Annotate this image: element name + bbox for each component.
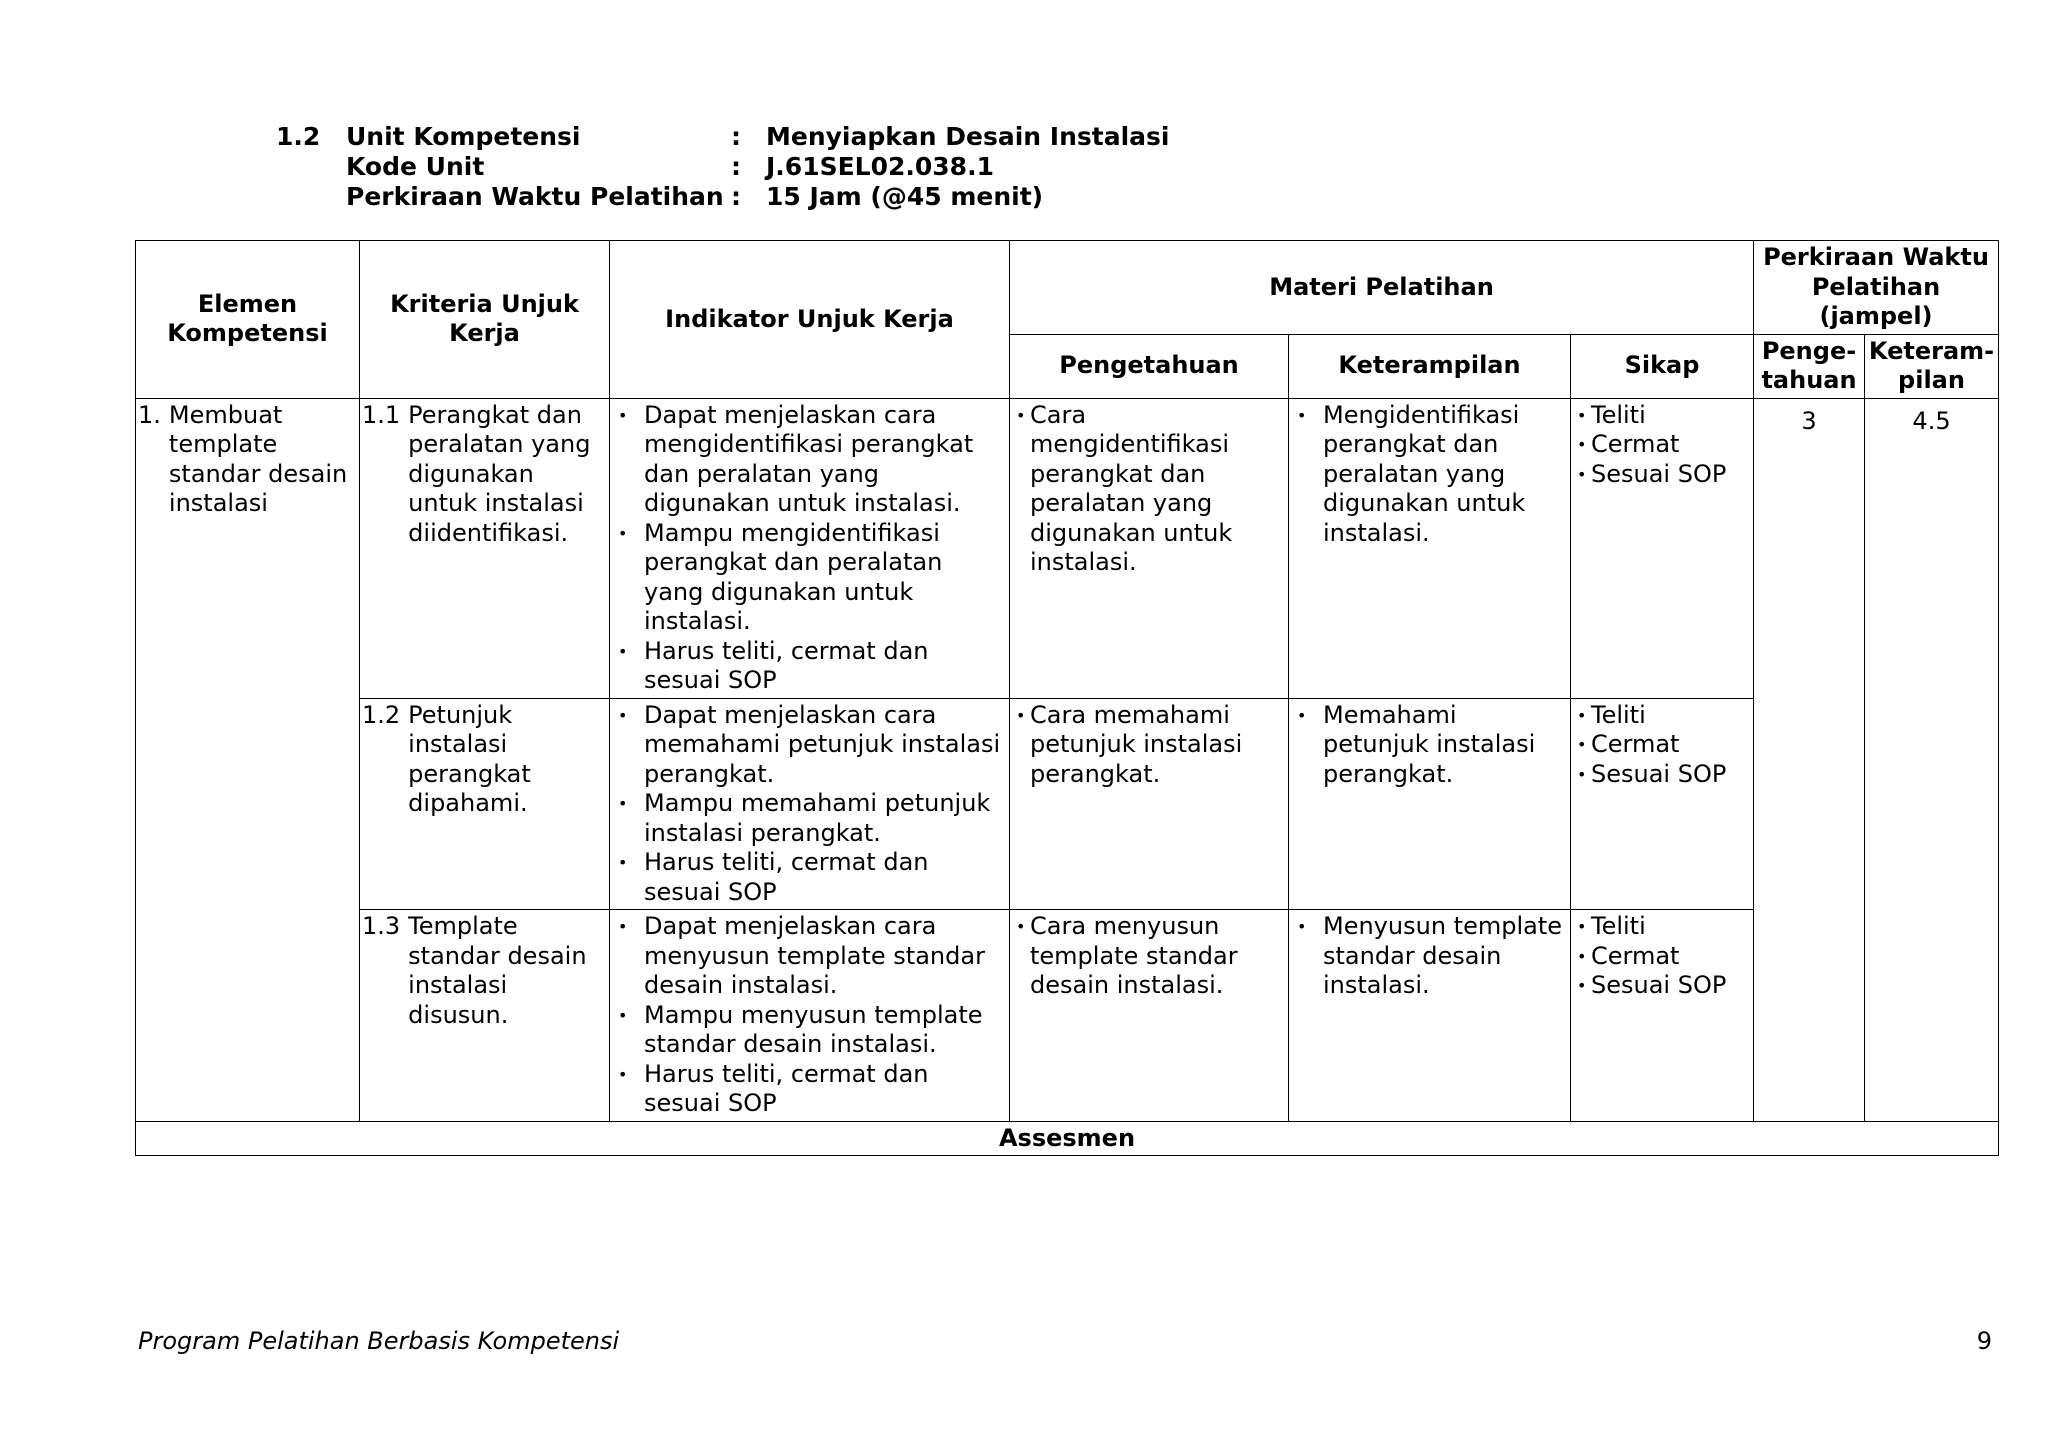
list-item: • Harus teliti, cermat dan sesuai SOP [616, 848, 1003, 907]
list-item: • Dapat menjelaskan cara menyusun template standar desain instalasi. [616, 912, 1003, 1001]
competency-table [135, 240, 1999, 1156]
kuk-text: Petunjuk instalasi perangkat dipahami. [408, 700, 531, 817]
page-number: 9 [1976, 1327, 1992, 1355]
table-row [136, 910, 1999, 1122]
header-row-kode [276, 152, 1169, 182]
unit-header [276, 122, 1169, 212]
jampel-keterampilan: 4.5 [1865, 398, 1999, 1121]
list-item: • Cermat [1577, 730, 1747, 760]
list-item: • Harus teliti, cermat dan sesuai SOP [616, 637, 1003, 696]
jampel-pengetahuan: 3 [1754, 398, 1865, 1121]
assesmen-row: Assesmen [136, 1121, 1999, 1156]
kuk-text: Perangkat dan peralatan yang digunakan untuk instalasi diidentifikasi. [408, 400, 591, 547]
colon: : [731, 122, 741, 151]
kuk-number: 1.3 [362, 912, 401, 940]
indikator-cell [610, 698, 1010, 910]
pengetahuan-cell [1010, 398, 1289, 698]
section-number: 1.2 [276, 122, 321, 151]
footer-title: Program Pelatihan Berbasis Kompetensi [138, 1327, 620, 1355]
colon: : [731, 182, 741, 211]
list-item: • Sesuai SOP [1577, 760, 1747, 790]
table-row [136, 398, 1999, 698]
pengetahuan-cell [1010, 910, 1289, 1122]
header-materi: Materi Pelatihan [1010, 241, 1754, 335]
list-item: • Cara menyusun template standar desain instalasi. [1016, 912, 1282, 1001]
indikator-cell [610, 398, 1010, 698]
kode-label: Kode Unit [346, 152, 485, 181]
header-row-waktu [276, 182, 1169, 212]
kuk-number: 1.2 [362, 700, 401, 729]
sikap-cell [1571, 910, 1754, 1122]
header-sikap: Sikap [1571, 334, 1754, 398]
kuk-number: 1.1 [362, 400, 401, 429]
sikap-cell [1571, 698, 1754, 910]
list-item: • Mengidentifikasi perangkat dan peralatan yang digunakan untuk instalasi. [1295, 401, 1564, 549]
indikator-cell [610, 910, 1010, 1122]
header-jampel-pengetahuan: Penge-tahuan [1754, 334, 1865, 398]
header-waktu: Perkiraan Waktu Pelatihan (jampel) [1754, 241, 1999, 335]
kuk-cell [360, 910, 610, 1122]
list-item: • Sesuai SOP [1577, 460, 1747, 490]
sikap-cell [1571, 398, 1754, 698]
list-item: • Dapat menjelaskan cara memahami petunjuk instalasi perangkat. [616, 701, 1003, 790]
header-jampel-keterampilan: Keteram-pilan [1865, 334, 1999, 398]
elemen-number: 1. [138, 400, 161, 429]
header-elemen: Elemen Kompetensi [136, 241, 360, 399]
list-item: • Teliti [1577, 912, 1747, 942]
kuk-cell [360, 398, 610, 698]
list-item: • Teliti [1577, 701, 1747, 731]
list-item: • Mampu menyusun template standar desain instalasi. [616, 1001, 1003, 1060]
header-row-unit [276, 122, 1169, 152]
table-row [136, 698, 1999, 910]
elemen-text: Membuat template standar desain instalasi [168, 400, 348, 517]
list-item: • Mampu memahami petunjuk instalasi perangkat. [616, 789, 1003, 848]
waktu-value: 15 Jam (@45 menit) [766, 182, 1044, 211]
elemen-cell [136, 398, 360, 1121]
kuk-text: Template standar desain instalasi disusun. [408, 912, 587, 1029]
list-item: • Menyusun template standar desain instalasi. [1295, 912, 1564, 1001]
list-item: • Teliti [1577, 401, 1747, 431]
kode-value: J.61SEL02.038.1 [766, 152, 994, 181]
header-pengetahuan: Pengetahuan [1010, 334, 1289, 398]
header-kriteria: Kriteria Unjuk Kerja [360, 241, 610, 399]
unit-value: Menyiapkan Desain Instalasi [766, 122, 1170, 151]
list-item: • Harus teliti, cermat dan sesuai SOP [616, 1060, 1003, 1119]
header-indikator: Indikator Unjuk Kerja [610, 241, 1010, 399]
pengetahuan-cell [1010, 698, 1289, 910]
keterampilan-cell [1289, 398, 1571, 698]
list-item: • Cermat [1577, 942, 1747, 972]
kuk-cell [360, 698, 610, 910]
colon: : [731, 152, 741, 181]
header-keterampilan: Keterampilan [1289, 334, 1571, 398]
list-item: • Sesuai SOP [1577, 971, 1747, 1001]
list-item: • Mampu mengidentifikasi perangkat dan peralatan yang digunakan untuk instalasi. [616, 519, 1003, 637]
list-item: • Memahami petunjuk instalasi perangkat. [1295, 701, 1564, 790]
list-item: • Cara memahami petunjuk instalasi perangkat. [1016, 701, 1282, 790]
keterampilan-cell [1289, 698, 1571, 910]
keterampilan-cell [1289, 910, 1571, 1122]
waktu-label: Perkiraan Waktu Pelatihan [346, 182, 724, 211]
unit-label: Unit Kompetensi [346, 122, 581, 151]
list-item: • Cermat [1577, 430, 1747, 460]
list-item: • Dapat menjelaskan cara mengidentifikasi perangkat dan peralatan yang digunakan untuk instalasi. [616, 401, 1003, 519]
list-item: • Cara mengidentifikasi perangkat dan peralatan yang digunakan untuk instalasi. [1016, 401, 1282, 578]
